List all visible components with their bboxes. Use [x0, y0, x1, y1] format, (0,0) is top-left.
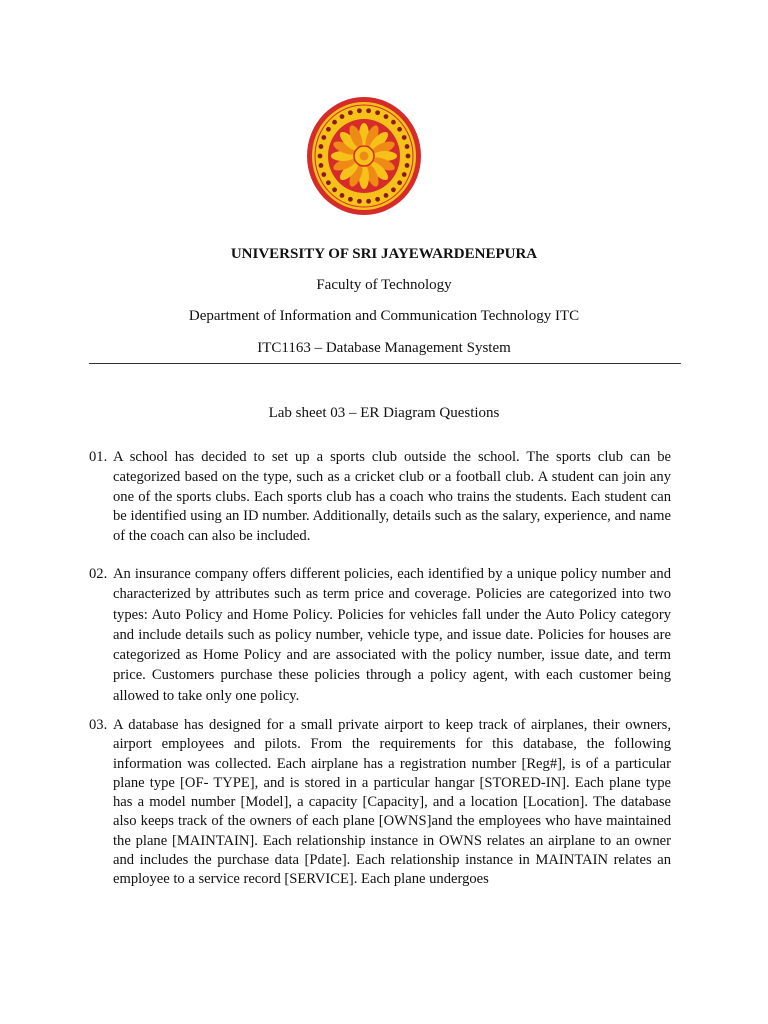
question-text: An insurance company offers different policies, each identified by a unique policy number and characterized by attributes such as term price and coverage. Policies are categorized into two types: Auto Policy and Home Policy. Policies for vehicles fall under the Auto Policy category and include details such as policy number, vehicle type, and issue date. Policies for houses are categorized as Home Policy and are associated with the policy number, issue date, and term price. Customers purchase these policies through a policy agent, with each customer being allowed to take only one policy.	[113, 566, 671, 704]
header-divider	[89, 363, 681, 364]
question-item	[89, 564, 671, 706]
lab-sheet-title: Lab sheet 03 – ER Diagram Questions	[268, 405, 500, 421]
university-logo	[306, 96, 422, 216]
question-item	[89, 448, 671, 547]
question-number: 03.	[89, 717, 108, 733]
question-item	[89, 716, 671, 890]
university-name: UNIVERSITY OF SRI JAYEWARDENEPURA	[230, 246, 538, 262]
department-name: Department of Information and Communication Technology ITC	[188, 308, 580, 324]
university-seal-icon	[306, 96, 422, 216]
question-text: A school has decided to set up a sports club outside the school. The sports club can be categorized based on the type, such as a cricket club or a football club. A student can join any one of the sports clubs. Each sports club has a coach who trains the students. Each student can be identified using an ID number. Additionally, details such as the salary, experience, and name of the coach can also be included.	[113, 449, 671, 545]
question-text: A database has designed for a small private airport to keep track of airplanes, their owners, airport employees and pilots. From the requirements for this database, the following information was collected. Each airplane has a registration number [Reg#], is of a particular plane type [OF- TYPE], and is stored in a particular hangar [STORED-IN]. Each plane type has a model number [Model], a capacity [Capacity], and a location [Location]. The database also keeps track of the owners of each plane [OWNS]and the employees who have maintained the plane [MAINTAIN]. Each relationship instance in OWNS relates an airplane to an owner and includes the purchase data [Pdate]. Each relationship instance in MAINTAIN relates an employee to a service record [SERVICE]. Each plane undergoes	[113, 717, 671, 888]
question-number: 01.	[89, 449, 108, 465]
course-title: ITC1163 – Database Management System	[257, 340, 511, 356]
faculty-name: Faculty of Technology	[316, 277, 452, 293]
question-number: 02.	[89, 566, 108, 582]
